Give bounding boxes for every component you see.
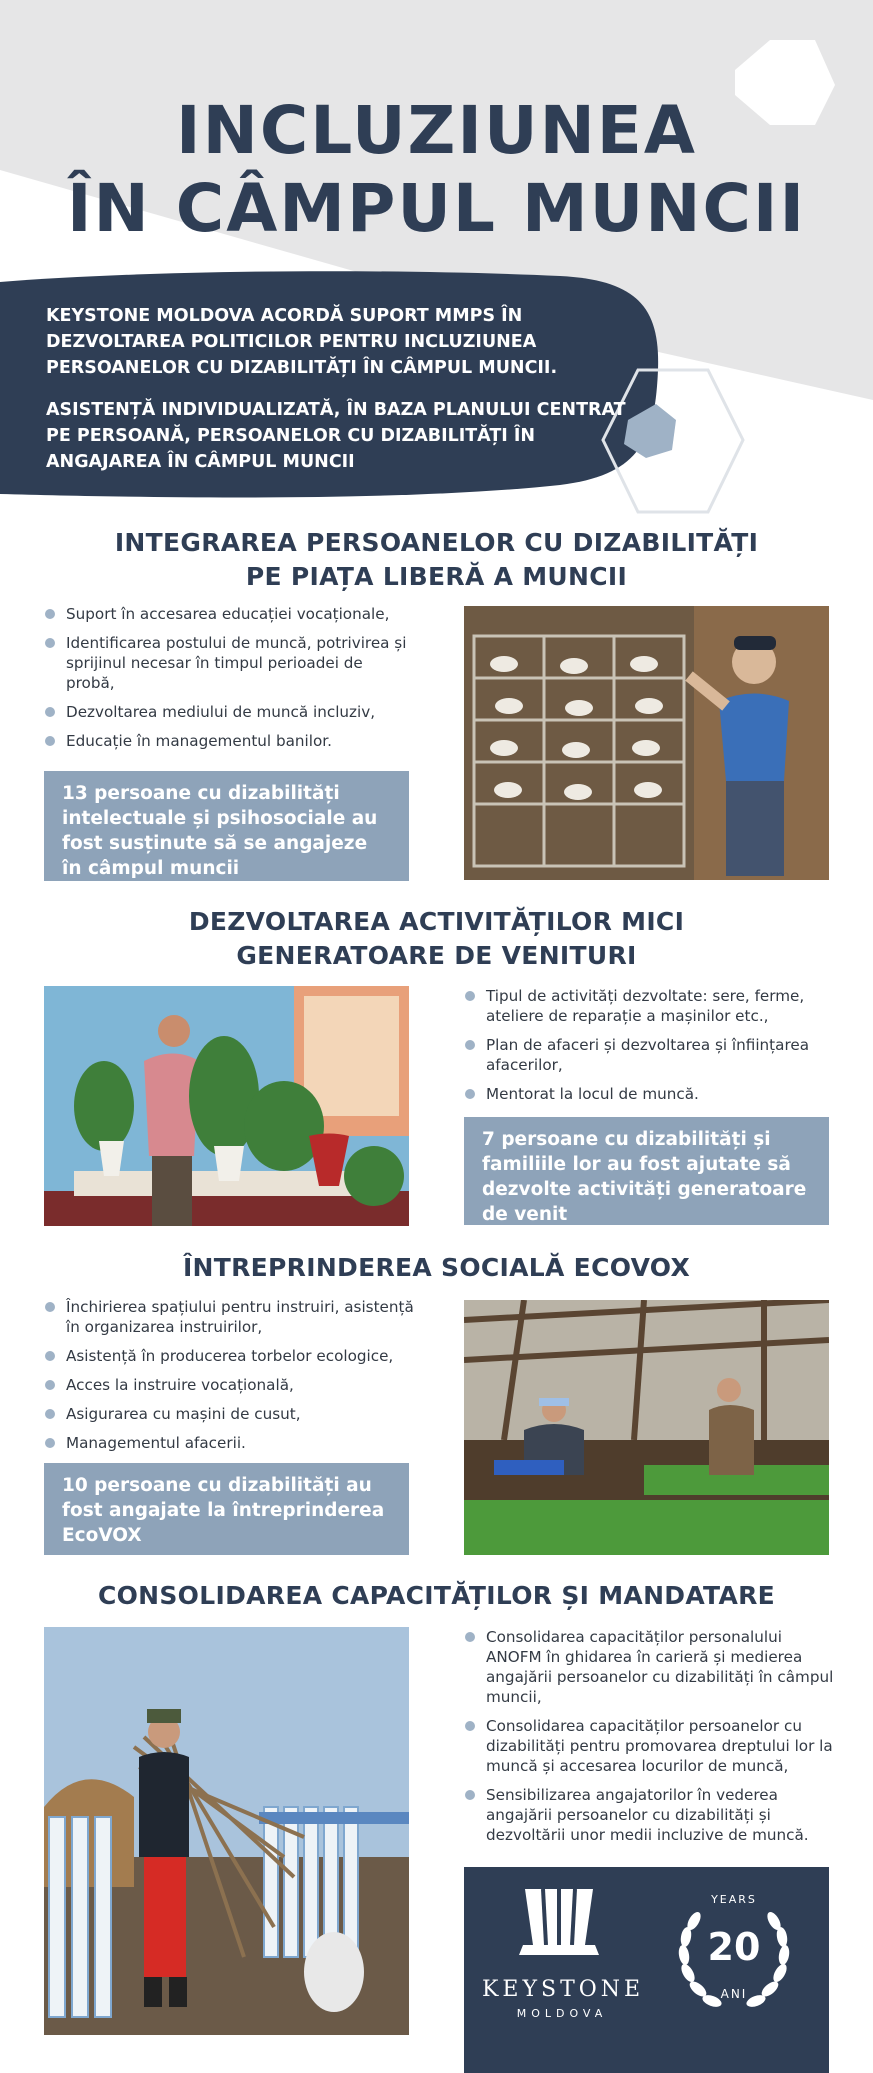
section2-title-line2: GENERATOARE DE VENITURI <box>236 941 637 970</box>
section2-title-line1: DEZVOLTAREA ACTIVITĂȚILOR MICI <box>188 907 685 936</box>
section2-stat-box <box>464 1117 829 1225</box>
list-item: Închirierea spațiului pentru instruiri, asistență în organizarea instruirilor, <box>44 1297 419 1337</box>
section3-title: ÎNTREPRINDEREA SOCIALĂ ECOVOX <box>182 1253 691 1282</box>
photo-woman-plants <box>44 986 409 1226</box>
section3-bullet-list <box>44 1297 419 1462</box>
list-item: Dezvoltarea mediului de muncă incluziv, <box>44 702 414 722</box>
photo-man-carrying-stalks <box>44 1627 409 2035</box>
page-title-line1: INCLUZIUNEA <box>176 92 697 169</box>
ani-label: ANI <box>720 1987 748 2001</box>
keystone-logo-icon <box>519 1879 599 1971</box>
years-label: YEARS <box>711 1893 757 1906</box>
section1-title-line1: INTEGRAREA PERSOANELOR CU DIZABILITĂȚI <box>114 528 759 557</box>
section4-bullet-list <box>464 1627 839 1854</box>
intro-paragraph-1: KEYSTONE MOLDOVA ACORDĂ SUPORT MMPS ÎN DEZVOLTAREA POLITICILOR PENTRU INCLUZIUNEA PERSOANELOR CU DIZABILITĂȚI ÎN CÂMPUL MUNCII. <box>46 306 558 378</box>
list-item: Consolidarea capacităților persoanelor cu dizabilități pentru promovarea dreptului lor la muncă și accesarea locurilor de muncă, <box>464 1716 839 1776</box>
stat-text: cu dizabilități intelectuale și psihosociale au fost susținute să se angajeze în câmpul muncii <box>62 783 378 879</box>
page-title-line2: ÎN CÂMPUL MUNCII <box>66 170 807 247</box>
stat-number: 10 persoane <box>62 1475 192 1496</box>
brand-name: KEYSTONE <box>482 1977 645 2002</box>
section1-stat-box <box>44 771 409 881</box>
list-item: Mentorat la locul de muncă. <box>464 1084 839 1104</box>
list-item: Tipul de activități dezvoltate: sere, ferme, ateliere de reparație a mașinilor etc., <box>464 986 839 1026</box>
photo-greenhouse <box>464 1300 829 1555</box>
list-item: Consolidarea capacităților personalului ANOFM în ghidarea în carieră și medierea angajării persoanelor cu dizabilități în câmpul muncii, <box>464 1627 839 1707</box>
logo-panel <box>464 1867 829 2073</box>
list-item: Suport în accesarea educației vocaționale, <box>44 604 414 624</box>
list-item: Identificarea postului de muncă, potrivirea și sprijinul necesar în timpul perioadei de probă, <box>44 633 414 693</box>
list-item: Sensibilizarea angajatorilor în vederea angajării persoanelor cu dizabilități și dezvoltării unor medii incluzive de muncă. <box>464 1785 839 1845</box>
list-item: Managementul afacerii. <box>44 1433 419 1453</box>
list-item: Acces la instruire vocațională, <box>44 1375 419 1395</box>
years-number: 20 <box>707 1925 761 1969</box>
list-item: Asistență în producerea torbelor ecologice, <box>44 1346 419 1366</box>
photo-rabbit-cages <box>464 606 829 880</box>
section1-bullet-list <box>44 604 414 760</box>
stat-number: 13 persoane <box>62 783 192 804</box>
stat-number: 7 persoane <box>482 1129 599 1150</box>
list-item: Plan de afaceri și dezvoltarea și înființarea afacerilor, <box>464 1035 839 1075</box>
brand-sub: MOLDOVA <box>516 2007 608 2020</box>
intro-paragraph-2: ASISTENȚĂ INDIVIDUALIZATĂ, ÎN BAZA PLANULUI CENTRAT PE PERSOANĂ, PERSOANELOR CU DIZABILITĂȚI ÎN ANGAJAREA ÎN CÂMPUL MUNCII <box>46 400 626 472</box>
list-item: Educație în managementul banilor. <box>44 731 414 751</box>
section1-title-line2: PE PIAȚA LIBERĂ A MUNCII <box>245 562 628 591</box>
stat-text: cu dizabilități și familiile lor au fost ajutate să dezvolte activități generatoare de venit <box>482 1129 807 1225</box>
section2-bullet-list <box>464 986 839 1113</box>
section3-stat-box <box>44 1463 409 1555</box>
section4-title: CONSOLIDAREA CAPACITĂȚILOR ȘI MANDATARE <box>97 1581 776 1610</box>
stat-text: cu dizabilități au fost angajate la întreprinderea EcoVOX <box>62 1475 385 1546</box>
list-item: Asigurarea cu mașini de cusut, <box>44 1404 419 1424</box>
